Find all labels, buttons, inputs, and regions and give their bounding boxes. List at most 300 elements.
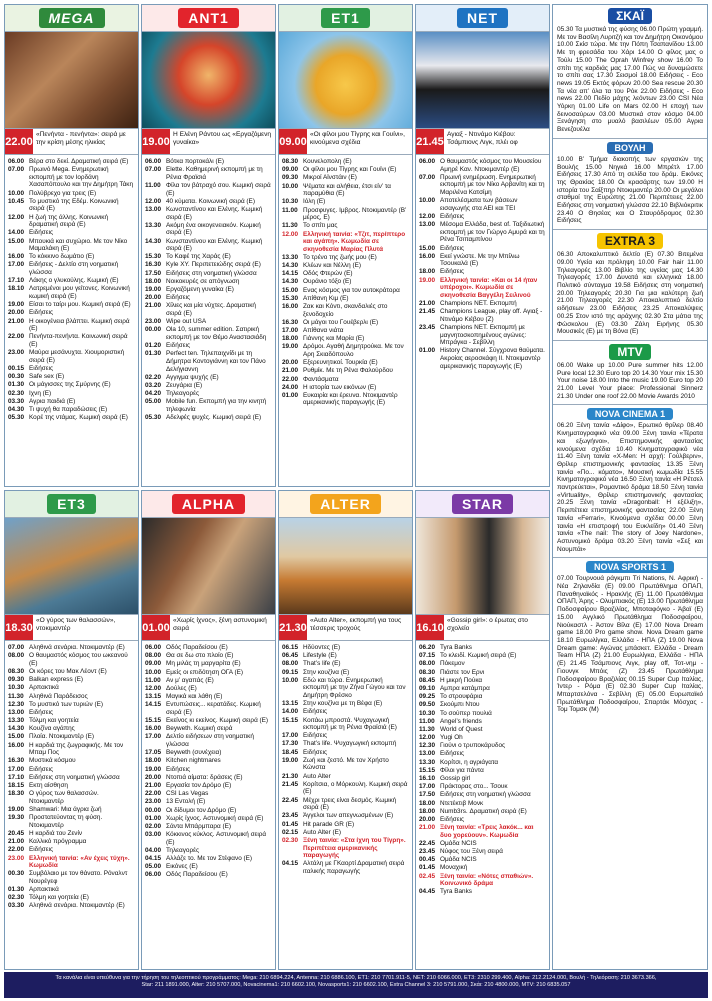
schedule-title: Η οικογένεια βλάπτει. Κωμική σειρά (Ε): [29, 317, 130, 333]
schedule-item: [8, 668, 135, 676]
schedule-time: 00.30: [8, 870, 24, 878]
schedule-time: 11.30: [282, 222, 298, 230]
schedule-title: Η ιστορία των εικόνων (Ε): [303, 383, 377, 391]
channel-column-alpha: [141, 490, 276, 970]
schedule-title: Angel’s friends: [440, 717, 482, 725]
schedule-item: [282, 860, 409, 875]
schedule-time: 07.00: [145, 166, 161, 174]
schedule-time: 00.30: [8, 373, 24, 381]
schedule-time: 12.00: [8, 213, 24, 221]
sidebar-schedule-text: 06.30 Αποκαλυπτικό δελτίο (Ε) 07.30 Βιτεμένα 09.00 Υγεία και πρόληψη 10.00 Fair hair 11.00 Τηλεαγορές 13.00 Βιβλίο της υγείας μας 14.30 Τηλεαγορές 17.00 Δυνατά και ελληνικά 18.00 Πολιτικό σύνταγμα 19.58 Ειδήσεις στη νοηματική 20.00 Τηλεαγορές 20.30 Για μια καλύτερη ζωή 21.00 Τηλεαγορές 22.30 Αποκαλυπτικό δελτίο ειδήσεων 23.00 Ειδήσεις 23.25 Αποκαλύψεις 00.25 Στον ιστό της αράχνης 02.30 Στα μάτια της Φώσκολου (Ε) 03.30 Ζάλη Ειρήνης 05.30 Μουσικές (Ε) με τη Βόνα (Ε): [557, 251, 703, 336]
schedule-item: [419, 734, 546, 742]
schedule-time: 23.45: [419, 324, 435, 331]
schedule-time: 14.00: [8, 229, 24, 237]
schedule-item: [419, 213, 546, 221]
schedule-title: Μέσομα Ελλάδα, best of. Ταξιδιωτική εκπομπή με τον Γιώργο Αμυρά και τη Ρένα Τσιπαμπίνου: [440, 221, 545, 244]
schedule-time: 17.00: [8, 261, 24, 269]
schedule-item: [8, 414, 135, 422]
schedule-time: 16.00: [8, 253, 24, 261]
schedule-item: [145, 302, 272, 317]
schedule-item: [8, 870, 135, 885]
schedule-time: 15.15: [419, 766, 435, 774]
highlight-time: 21.30: [279, 615, 307, 640]
schedule-title: Η καρδιά του Ζενίν: [29, 829, 83, 837]
schedule-time: 18.00: [145, 277, 161, 285]
highlight-text: Αγιαξ - Ντινάμο Κιέβου: Τσάμπιονς Λιγκ, πλέι οφ: [444, 129, 549, 154]
schedule-item: [8, 277, 135, 285]
schedule-item: [145, 206, 272, 221]
sidebar-schedule-text: 05.30 Τα μυστικά της φύσης 06.00 Πρώτη γραμμή. Με τον Βασίλη Λυριτζή και τον Δημήτρη Οικονόμου 10.00 Σκίσ τώρα. Με την Πόπη Τσαπανίδου 13.00 Με τη φρεσάδα του Χάρι 14.00 Ο φίλος μας ο Τούλι 15.00 The Oprah Winfrey show 16.00 Το σπίτι της καρδιάς μας 17.00 Πώς να δυναμώσετε το σπίτι σας 17.30 Σεισμοί 18.00 Ειδήσεις - Eco news 19.05 Εκτός φόρων 20.00 Sea rescue 20.30 Τα νέα απ’ όλα τα του Ρόκ 22.00 Ειδήσεις - Eco news 22.00 Πεδίο μάχης λεόντων 23.00 CSI Νέα Υόρκη 01.00 Life on Mars 02.00 Η εποχή των δεινοσαύρων 03.00 Μυστικά στον κόσμο 04.00 Ξενάγηση στο μυαλό βασιλέων 05.00 Αγρια Βενεζουέλα: [557, 26, 703, 134]
schedule-title: Εμείς οι επιδότηση ΟΓΑ (Ε): [166, 668, 243, 676]
schedule-time: 14.30: [8, 725, 24, 733]
schedule-title: Auto Alter (Ε): [303, 828, 342, 836]
schedule-title: Εργασία τον Δρόμο (Ε): [166, 782, 232, 789]
schedule-time: 15.30: [282, 294, 298, 302]
schedule-time: 18.45: [282, 748, 298, 756]
schedule-title: Ειδήσεις: [303, 732, 328, 740]
schedule-title: Αν μ’ αγαπάς (Ε): [166, 676, 214, 684]
schedule-item: [145, 286, 272, 294]
schedule-item: [145, 807, 272, 815]
schedule-time: 15.15: [145, 717, 161, 725]
schedule-item: [8, 766, 135, 774]
schedule-time: 06.00: [145, 871, 161, 879]
schedule-title: Ξένη ταινία: «Τρεις λακόκ... και δυο χορεύουν». Κωμωδία: [440, 824, 534, 839]
schedule-time: 13.00: [145, 205, 161, 213]
schedule-item: [8, 774, 135, 782]
schedule-item: [419, 856, 546, 864]
schedule-title: Μικροί Αϊνστάιν (Ε): [303, 174, 357, 182]
schedule-time: 19.00: [8, 805, 24, 813]
schedule-time: 08.00: [8, 652, 24, 660]
schedule-item: [8, 349, 135, 364]
schedule-time: 19.30: [8, 814, 24, 822]
schedule-item: [145, 847, 272, 855]
schedule-title: Εξερευνητικοί. Τουρκία (Ε): [303, 359, 378, 367]
schedule-item: [145, 294, 272, 302]
sidebar-schedule-text: 06.00 Wake up 10.00 Pure summer hits 12.00 Pure local 12.30 Euro top 20 14.30 Your mix 15.30 Your noise 18.00 Into the music 19.00 Euro top 20 21.00 Level Your place: Professional Sinnerz 21.30 Under one roof 22.00 Movie Awards 2010: [557, 361, 703, 400]
schedule-title: 13 Εντολή (Ε): [166, 798, 206, 806]
schedule-item: [8, 238, 135, 253]
highlight-mega: [5, 128, 138, 155]
schedule-time: 12.00: [145, 684, 161, 692]
highlight-time: 22.00: [5, 129, 33, 154]
schedule-title: Εικόνες (Ε): [166, 863, 198, 871]
schedule-time: 01.45: [419, 864, 435, 872]
schedule-time: 18.30: [8, 790, 24, 798]
schedule-title: Η μικρή Πούκα: [440, 676, 483, 684]
schedule-time: 17.10: [8, 773, 24, 781]
schedule-item: [8, 652, 135, 667]
schedule-title: Αληθινά Παράδεισος: [29, 692, 88, 700]
schedule-time: 16.30: [145, 261, 161, 269]
schedule-title: Το μυστικό των τυριών (Ε): [29, 700, 103, 708]
schedule-item: [282, 367, 409, 375]
schedule-item: [419, 840, 546, 848]
schedule-title: Ειδήσεις: [29, 309, 54, 317]
schedule-item: [419, 644, 546, 652]
schedule-time: 16.00: [282, 303, 298, 310]
schedule-time: 09.10: [419, 684, 435, 692]
schedule-time: 05.30: [145, 414, 161, 422]
schedule-title: Ομάδα NCIS: [440, 856, 477, 864]
schedule-title: Ζωή και ζεστό. Με τον Χρήστο Κώνστα: [303, 756, 389, 772]
schedule-time: 13.00: [419, 750, 435, 758]
schedule-time: 10.00: [8, 189, 24, 197]
channel-logo-et1: ET1: [279, 5, 412, 32]
schedule-title: Αληθινά σενάρια. Ντοκιμαντέρ (Ε): [29, 902, 125, 910]
schedule-item: [282, 652, 409, 660]
schedule-time: 18.00: [419, 807, 435, 815]
schedule-item: [282, 740, 409, 748]
schedule-item: [419, 750, 546, 758]
schedule-item: [145, 717, 272, 725]
highlight-alpha: [142, 614, 275, 641]
schedule-time: 16.00: [8, 741, 24, 749]
schedule-item: [145, 733, 272, 748]
schedule-title: Ειδήσεις: [440, 244, 465, 252]
schedule-item: [8, 757, 135, 765]
schedule-time: 06.20: [419, 644, 435, 651]
schedule-item: [145, 669, 272, 677]
schedule-title: Ψέματα και αλήθεια, έτσι είν’ τα παραμύθια (Ε): [303, 182, 391, 198]
highlight-photo-alter: [279, 518, 412, 614]
schedule-title: Μαγικά και λάθη (Ε): [166, 693, 223, 701]
schedule-item: [282, 198, 409, 206]
schedule-item: [145, 238, 272, 253]
schedule-item: [145, 693, 272, 701]
channel-logo-extra3: EXTRA 3: [557, 233, 703, 249]
schedule-item: [145, 815, 272, 823]
schedule-item: [282, 287, 409, 295]
schedule-title: Πιάστε τον Ερνι: [440, 668, 485, 676]
schedule-time: 21.45: [282, 780, 298, 788]
schedule-time: 00.15: [8, 364, 24, 372]
schedule-time: 23.00: [8, 854, 24, 862]
schedule-list-alpha: [142, 641, 275, 879]
schedule-item: [8, 693, 135, 701]
schedule-title: Δούλες (Ε): [166, 684, 197, 692]
schedule-time: 00.00: [145, 326, 161, 334]
schedule-item: [8, 261, 135, 276]
highlight-time: 16.10: [416, 615, 444, 640]
schedule-title: Στην κουζίνα με τη Βέφα (Ε): [303, 700, 383, 708]
schedule-time: 10.00: [145, 668, 161, 676]
schedule-item: [282, 376, 409, 384]
sidebar-block-vouli: [553, 139, 707, 230]
schedule-item: [282, 327, 409, 335]
schedule-title: Ξένη ταινία: «Στα ίχνη του Τίγρη». Περιπέτεια αμερικανικής παραγωγής: [303, 836, 406, 860]
schedule-item: [419, 710, 546, 718]
schedule-title: Ειδήσεις: [440, 268, 465, 276]
schedule-item: [419, 245, 546, 253]
schedule-title: Εργαζόμενη γυναίκα (Ε): [166, 286, 234, 294]
schedule-title: Ελληνική ταινία: «Τζιτ, περίπτερο και αγάπη». Κωμωδία σε σκηνοθεσία Μαρίας Πλυτά: [303, 230, 406, 253]
schedule-title: Οι φίλοι μου Τίγρης και Γουίνι (Ε): [303, 166, 397, 174]
schedule-time: 09.30: [8, 676, 24, 684]
schedule-title: Ειδήσεις: [29, 846, 54, 854]
schedule-title: Το σπίτι μας: [303, 222, 338, 230]
schedule-item: [145, 774, 272, 782]
schedule-time: 06.00: [145, 644, 161, 651]
schedule-item: [419, 726, 546, 734]
schedule-item: [8, 198, 135, 213]
schedule-title: Το κλειδί. Κωμική σειρά (Ε): [440, 652, 517, 660]
schedule-item: [8, 846, 135, 854]
schedule-title: Κωνσταντίνου και Ελένης. Κωμική σειρά (Ε): [166, 237, 263, 253]
schedule-item: [282, 644, 409, 652]
schedule-time: 02.30: [282, 836, 298, 844]
schedule-title: Μυστικά κόσμου: [29, 757, 76, 765]
schedule-item: [282, 812, 409, 820]
schedule-item: [282, 207, 409, 222]
highlight-ant1: [142, 128, 275, 155]
schedule-title: Πενήντα-πενήντα. Κοινωνική σειρά (Ε): [29, 333, 128, 348]
schedule-title: Champions NET. Εκπομπή: [440, 300, 517, 308]
schedule-title: Η καρδιά της ζωγραφικής. Με τον Μπαμ Πος: [29, 741, 124, 757]
schedule-item: [419, 718, 546, 726]
schedule-title: Γιάννης και Μαρία (Ε): [303, 335, 365, 343]
schedule-time: 10.30: [419, 709, 435, 717]
schedule-title: Νοικοκυρές σε απόγνωση: [166, 277, 240, 285]
channel-logo-mtv: MTV: [557, 344, 703, 360]
schedule-item: [8, 676, 135, 684]
schedule-time: 21.45: [419, 308, 435, 316]
schedule-title: Ξένη ταινία: «Νότες σπαθιών». Κοινωνικό δράμα: [440, 872, 534, 888]
highlight-photo-et1: [279, 32, 412, 128]
schedule-item: [145, 374, 272, 382]
schedule-title: Ειδήσεις: [440, 750, 465, 758]
schedule-item: [419, 174, 546, 197]
schedule-title: Λατρεμένοι μου γείτονες. Κοινωνική κωμική σειρά (Ε): [29, 285, 130, 301]
schedule-time: 07.00: [8, 166, 24, 174]
sidebar-channels: [552, 4, 708, 970]
schedule-item: [145, 677, 272, 685]
schedule-time: 08.00: [145, 652, 161, 660]
schedule-item: [282, 717, 409, 732]
schedule-title: Θα σε δω στο πλοίο (Ε): [166, 652, 234, 660]
schedule-title: Ειδήσεις: [440, 815, 465, 823]
schedule-title: Beyweth. Κωμική σειρά: [166, 725, 233, 733]
schedule-time: 08.30: [419, 668, 435, 676]
schedule-title: Η ζωή της άλλης. Κοινωνική δραματική σειρά (Ε): [29, 213, 109, 229]
schedule-item: [8, 158, 135, 166]
schedule-item: [8, 814, 135, 829]
highlight-time: 19.00: [142, 129, 170, 154]
schedule-title: Χίλιες και μία νύχτες. Δραματική σειρά (Ε): [166, 302, 256, 317]
schedule-item: [8, 709, 135, 717]
schedule-title: Αγρια παιδιά (Ε): [29, 397, 76, 405]
schedule-time: 13.30: [419, 758, 435, 766]
schedule-item: [282, 359, 409, 367]
schedule-title: Οδός Παραδείσου (Ε): [166, 871, 228, 879]
schedule-time: 12.00: [419, 734, 435, 742]
schedule-time: 15.00: [8, 733, 24, 741]
schedule-time: 02.30: [8, 389, 24, 397]
schedule-item: [8, 381, 135, 389]
highlight-et3: [5, 614, 138, 641]
schedule-item: [419, 864, 546, 872]
highlight-text: «Πενήντα - πενήντα»: σειρά με την κρίση μέσης ηλικίας: [33, 129, 138, 154]
schedule-item: [8, 309, 135, 317]
schedule-title: Αλτάλη με ΓΚαορτί Δραματική σειρά ιταλικής παραγωγής: [303, 860, 405, 875]
schedule-time: 10.00: [419, 197, 435, 205]
schedule-time: 21.00: [419, 300, 435, 308]
schedule-title: Τόλμη και γοητεία (Ε): [29, 894, 89, 902]
schedule-time: 08.30: [8, 667, 24, 675]
schedule-time: 09.00: [282, 166, 298, 174]
schedule-item: [282, 295, 409, 303]
schedule-time: 03.30: [8, 902, 24, 910]
schedule-list-et3: [5, 641, 138, 910]
schedule-time: 15.00: [419, 244, 435, 252]
schedule-title: Στην κουζίνα (Ε): [303, 668, 350, 676]
schedule-item: [282, 677, 409, 700]
schedule-title: Ειδήσεις: [303, 748, 328, 756]
highlight-alter: [279, 614, 412, 641]
channel-logo-net: NET: [416, 5, 549, 32]
schedule-item: [145, 261, 272, 269]
schedule-time: 04.15: [282, 860, 298, 868]
schedule-time: 20.45: [8, 829, 24, 837]
schedule-item: [282, 343, 409, 358]
channel-logo-vouli: ΒΟΥΛΗ: [557, 142, 703, 154]
schedule-time: 09.25: [419, 693, 435, 701]
schedule-item: [419, 701, 546, 709]
channel-logo-star: STAR: [416, 491, 549, 518]
schedule-time: 05.00: [145, 863, 161, 871]
schedule-title: Δελτίο ειδήσεων στη νοηματική γλώσσα: [166, 733, 254, 749]
schedule-item: [282, 278, 409, 286]
schedule-item: [282, 708, 409, 716]
schedule-time: 21.00: [8, 317, 24, 325]
schedule-time: 04.00: [145, 846, 161, 854]
schedule-time: 23.00: [145, 318, 161, 326]
schedule-title: Βότκα πορτοκάλι (Ε): [166, 158, 224, 165]
schedule-title: Kitchen nightmares: [166, 757, 221, 765]
schedule-item: [282, 392, 409, 407]
schedule-title: Beyweth (συνέχεια): [166, 749, 222, 757]
schedule-time: 20.00: [282, 359, 298, 367]
schedule-time: 12.30: [419, 742, 435, 750]
schedule-title: CSI Las Vegas: [166, 790, 209, 798]
schedule-item: [419, 873, 546, 888]
schedule-item: [145, 798, 272, 806]
sidebar-schedule-text: 07.00 Τουρνουά ράγκμπι Tri Nations, Ν. Αφρική - Νέα Ζηλανδία (Ε) 09.00 Πρωτάθλημα ΟΠΑΠ, Παναθηναϊκός - Ηρακλής (Ε) 11.00 Πρωτάθλημα ΟΠΑΠ, Άρης - Ολυμπιακός (Ε) 13.00 Πρωτάθλημα Ποδοσφαίρου Βραζιλίας, Μποταφόγκο - Άβαϊ (Ε) 15.00 Αγγλικό Πρωτάθλημα Ποδοσφαίρου, Νιούκαστλ - Άστον Βίλα (Ε) 17.00 Nova Dream game 18.00 Pro game show. Nova Dream game 18.10 Ευρωλίγκα, Ελλάδα - ΗΠΑ (Ζ) 19.00 Nova Dream game: Αγώνας μπάσκετ. Ελλάδα - Dream Team ΗΠΑ (Ζ) 21.00 Ευρωλίγκα, Ελλάδα - ΗΠΑ (Ε) 21.45 Τσάμπιονς Λιγκ, play off, Τοτ-νημ - Γιουνγκ Μπόις (Ζ) 23.45 Πρωτάθλημα Ποδοσφαίρου Βραζιλίας 00.15 Super Cup Ιταλίας, Ίντερ - Ρόμα (Ε) 02.30 Super Cup Ιταλίας, Μπαρτσελόνα - Σεβίλλη (Ε) 05.00 Ευρωπαϊκό Πρωτάθλημα Ποδοσφαίρου, Σπαρτάκ Μόσχας - Τομ Τομσκ (Μ): [557, 575, 703, 714]
schedule-item: [145, 644, 272, 652]
schedule-title: Μαύρα μεσάνυχτα. Χιουμοριστική σειρά (Ε): [29, 349, 125, 364]
schedule-time: 18.00: [282, 335, 298, 343]
schedule-title: Ειδήσεις: [29, 229, 54, 237]
schedule-item: [419, 652, 546, 660]
schedule-title: Εκεί γνώστε. Με την Μπίλιω Τσουκαλά (Ε): [440, 252, 520, 268]
schedule-item: [282, 231, 409, 254]
schedule-item: [282, 732, 409, 740]
schedule-time: 01.45: [282, 820, 298, 828]
schedule-title: Σκούμπι Ντου: [440, 701, 480, 709]
schedule-item: [145, 749, 272, 757]
highlight-time: 18.30: [5, 615, 33, 640]
schedule-time: 10.30: [8, 684, 24, 692]
channel-column-net: [415, 4, 550, 487]
schedule-item: [419, 277, 546, 300]
schedule-title: Ειδήσεις: [440, 212, 465, 220]
schedule-title: Οδός Φτερών (Ε): [303, 270, 353, 278]
schedule-item: [419, 693, 546, 701]
schedule-title: Βέρα στο δεκί. Δραματική σειρά (Ε): [29, 158, 129, 165]
schedule-time: 02.00: [145, 822, 161, 830]
sidebar-block-mtv: [553, 341, 707, 406]
schedule-item: [145, 253, 272, 261]
schedule-title: Ειδήσεις: [303, 708, 328, 716]
schedule-item: [282, 669, 409, 677]
schedule-title: Yugi Oh: [440, 734, 463, 742]
schedule-time: 08.00: [282, 660, 298, 668]
schedule-title: Είσαι το ταίρι μου. Κωμική σειρά (Ε): [29, 301, 131, 309]
channel-logo-skai: ΣΚΑΪ: [557, 8, 703, 24]
schedule-time: 17.00: [145, 733, 161, 741]
schedule-time: 10.00: [282, 182, 298, 190]
schedule-title: Το σούπερ πουλιά: [440, 709, 492, 717]
channel-column-et3: [4, 490, 139, 970]
schedule-item: [145, 326, 272, 341]
schedule-item: [145, 158, 272, 166]
schedule-item: [8, 398, 135, 406]
schedule-item: [419, 300, 546, 308]
schedule-title: Κουνελοπολη (Ε): [303, 158, 352, 165]
schedule-title: Ομάδα NCIS: [440, 839, 477, 847]
schedule-time: 01.00: [419, 347, 435, 355]
schedule-title: Απίθανα νιάτα: [303, 326, 344, 334]
schedule-title: World of Quest: [440, 725, 483, 733]
schedule-item: [419, 783, 546, 791]
highlight-text: «Gossip girl»: ο έρωτας στο σχολείο: [444, 615, 549, 640]
schedule-title: Ντετέκτιβ Μονκ: [440, 799, 484, 807]
schedule-item: [8, 644, 135, 652]
schedule-title: Εκείνος κι εκείνος. Κωμική σειρά (Ε): [166, 717, 269, 725]
schedule-time: 04.45: [419, 888, 435, 896]
schedule-title: Ola 10, summer edition. Σατιρική εκπομπή με τον Θέμο Αναστασιάδη: [166, 326, 267, 341]
schedule-time: 08.45: [419, 676, 435, 684]
schedule-item: [419, 848, 546, 856]
schedule-item: [145, 382, 272, 390]
schedule-item: [145, 198, 272, 206]
schedule-item: [282, 384, 409, 392]
schedule-time: 17.10: [8, 277, 24, 285]
schedule-title: Οι κόρες του Μακ Λέοντ (Ε): [29, 667, 107, 675]
schedule-title: Μπουκιά και συχώριο. Με τον Νίκο Μαμαλάκη (Ε): [29, 237, 128, 253]
schedule-title: Εντυπώσεις... κερατάδες. Κωμική σειρά (Ε): [166, 701, 261, 716]
schedule-title: Αγγιγμα ψυχής (Ε): [166, 373, 219, 381]
schedule-item: [282, 660, 409, 668]
schedule-time: 09.30: [282, 174, 298, 182]
schedule-title: Κορίτσι, η αγριάγατα: [440, 758, 499, 766]
schedule-list-mega: [5, 155, 138, 422]
schedule-time: 16.30: [282, 318, 298, 326]
schedule-time: 22.00: [8, 846, 24, 854]
schedule-title: Ο θαυμαστός κόσμος του Μουσείου Αμηρέ Καν. Ντοκιμαντέρ (Ε): [440, 158, 542, 173]
schedule-title: Αμπρα κατάμπρα: [440, 684, 490, 692]
schedule-title: Τηλεαγορές: [166, 390, 200, 398]
schedule-time: 14.30: [282, 278, 298, 286]
schedule-item: [145, 871, 272, 879]
schedule-title: Πρωινό Mega. Ενημερωτική εκπομπή με τον Ιορδάνη Χασαπόπουλο και την Δημήτρη Τάκη: [29, 166, 134, 189]
schedule-time: 15.00: [8, 237, 24, 245]
schedule-title: History Channel. Σύγχρονα θαύματα. Ακροίας αεροσκάφη ΙΙ. Ντοκιμαντέρ αμερικανικής παραγωγής (Ε): [440, 347, 545, 370]
schedule-time: 22.00: [145, 790, 161, 798]
schedule-time: 20.00: [145, 773, 161, 781]
schedule-item: [8, 790, 135, 805]
